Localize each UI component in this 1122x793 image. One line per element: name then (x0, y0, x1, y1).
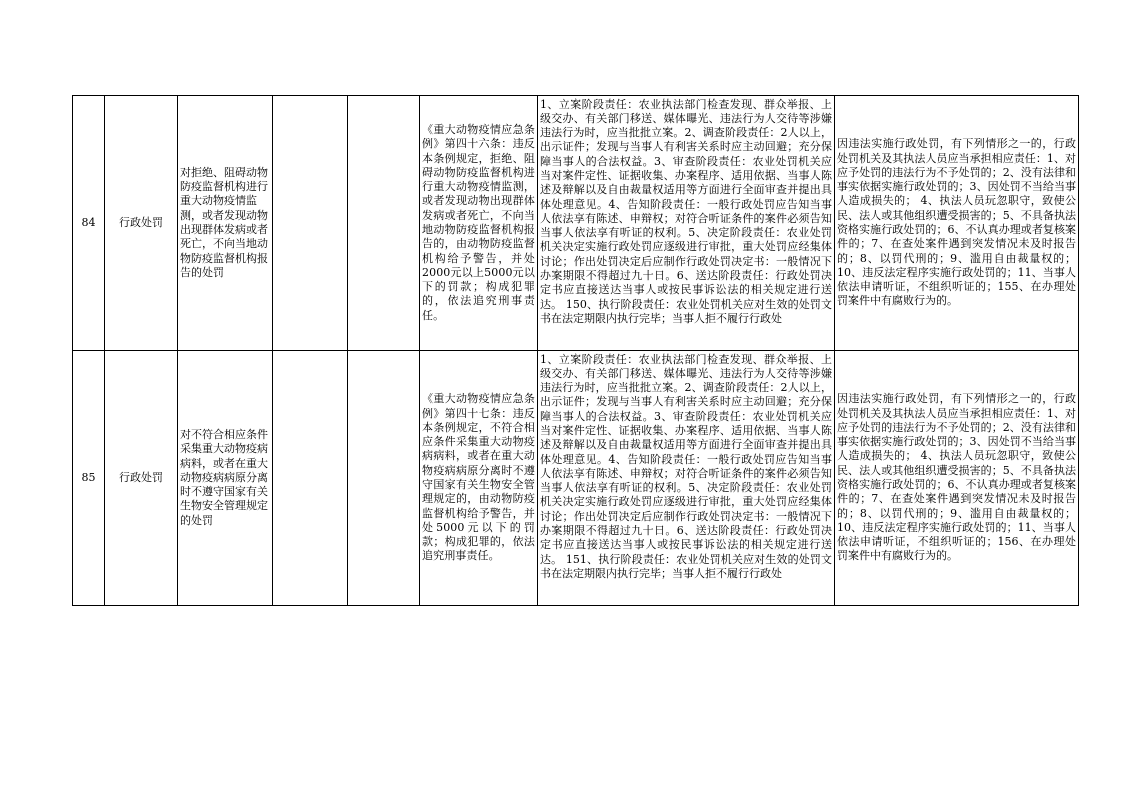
item-name: 对拒绝、阻碍动物防疫监督机构进行重大动物疫情监测，或者发现动物出现群体发病或者死亡，不向当地动物防疫监督机构报告的处罚 (178, 96, 273, 351)
accountability-text: 因违法实施行政处罚，有下列情形之一的，行政处罚机关及其执法人员应当承担相应责任：1、对应予处罚的违法行为不予处罚的；2、没有法律和事实依据实施行政处罚的；3、因处罚不当给当事人造成损失的； 4、执法人员玩忽职守，致使公民、法人或其他组织遭受损害的；5、不具备执法资格实施行政处罚的；6、不认真办理或者复核案件的；7、在查处案件遇到突发情况未及时报告的；8、以罚代刑的；9、滥用自由裁量权的；10、违反法定程序实施行政处罚的；11、当事人依法申请听证，不组织听证的；156、在办理处罚案件中有腐败行为的。 (835, 351, 1079, 606)
department-cell (348, 351, 420, 606)
responsibility-text: 1、立案阶段责任：农业执法部门检查发现、群众举报、上级交办、有关部门移送、媒体曝光、违法行为人交待等涉嫌违法行为时，应当批批立案。2、调查阶段责任：2人以上，出示证件；发现与当事人有利害关系时应主动回避；充分保障当事人的合法权益。3、审查阶段责任：农业处罚机关应当对案件定性、证据收集、办案程序、适用依据、当事人陈述及辩解以及自由裁量权适用等方面进行全面审查并提出具体处理意见。4、告知阶段责任：一般行政处罚应告知当事人依法享有陈述、申辩权；对符合听证条件的案件必须告知当事人依法享有听证的权利。5、决定阶段责任：农业处罚机关决定实施行政处罚应逐级进行审批，重大处罚应经集体讨论；作出处罚决定后应制作行政处罚决定书：一般情况下办案期限不得超过九十日。6、送达阶段责任：行政处罚决定书应直接送达当事人或按民事诉讼法的相关规定进行送达。 150、执行阶段责任：农业处罚机关应对生效的处罚文书在法定期限内执行完毕；当事人拒不履行行政处 (538, 96, 835, 351)
sub-item-cell (273, 351, 348, 606)
legal-basis: 《重大动物疫情应急条例》第四十七条：违反本条例规定，不符合相应条件采集重大动物疫病病料，或者在重大动物疫病病原分离时不遵守国家有关生物安全管理规定的，由动物防疫监督机构给予警告，并处5000元以下的罚款；构成犯罪的，依法追究刑事责任。 (420, 351, 538, 606)
accountability-text: 因违法实施行政处罚，有下列情形之一的，行政处罚机关及其执法人员应当承担相应责任：1、对应予处罚的违法行为不予处罚的；2、没有法律和事实依据实施行政处罚的；3、因处罚不当给当事人造成损失的； 4、执法人员玩忽职守，致使公民、法人或其他组织遭受损害的；5、不具备执法资格实施行政处罚的；6、不认真办理或者复核案件的；7、在查处案件遇到突发情况未及时报告的；8、以罚代刑的；9、滥用自由裁量权的；10、违反法定程序实施行政处罚的；11、当事人依法申请听证，不组织听证的；155、在办理处罚案件中有腐败行为的。 (835, 96, 1079, 351)
table-row (73, 96, 1079, 351)
legal-basis: 《重大动物疫情应急条例》第四十六条：违反本条例规定，拒绝、阻碍动物防疫监督机构进行重大动物疫情监测，或者发现动物出现群体发病或者死亡，不向当地动物防疫监督机构报告的，由动物防疫监督机构给予警告，并处2000元以上5000元以下的罚款；构成犯罪的，依法追究刑事责任。 (420, 96, 538, 351)
power-list-table (72, 95, 1079, 606)
row-number: 85 (73, 351, 105, 606)
power-type: 行政处罚 (105, 351, 178, 606)
power-type: 行政处罚 (105, 96, 178, 351)
row-number: 84 (73, 96, 105, 351)
responsibility-text: 1、立案阶段责任：农业执法部门检查发现、群众举报、上级交办、有关部门移送、媒体曝光、违法行为人交待等涉嫌违法行为时，应当批批立案。2、调查阶段责任：2人以上，出示证件；发现与当事人有利害关系时应主动回避；充分保障当事人的合法权益。3、审查阶段责任：农业处罚机关应当对案件定性、证据收集、办案程序、适用依据、当事人陈述及辩解以及自由裁量权适用等方面进行全面审查并提出具体处理意见。4、告知阶段责任：一般行政处罚应告知当事人依法享有陈述、申辩权；对符合听证条件的案件必须告知当事人依法享有听证的权利。5、决定阶段责任：农业处罚机关决定实施行政处罚应逐级进行审批，重大处罚应经集体讨论；作出处罚决定后应制作行政处罚决定书：一般情况下办案期限不得超过九十日。6、送达阶段责任：行政处罚决定书应直接送达当事人或按民事诉讼法的相关规定进行送达。 151、执行阶段责任：农业处罚机关应对生效的处罚文书在法定期限内执行完毕；当事人拒不履行行政处 (538, 351, 835, 606)
department-cell (348, 96, 420, 351)
table-row (73, 351, 1079, 606)
item-name: 对不符合相应条件采集重大动物疫病病料，或者在重大动物疫病病原分离时不遵守国家有关生物安全管理规定的处罚 (178, 351, 273, 606)
sub-item-cell (273, 96, 348, 351)
